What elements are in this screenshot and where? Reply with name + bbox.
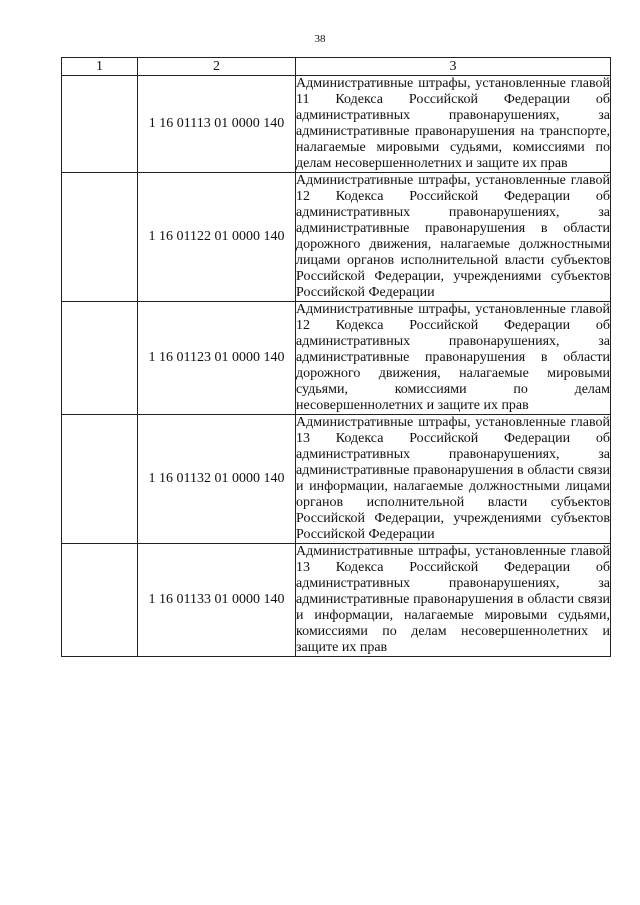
budget-code-cell: 1 16 01132 01 0000 140 <box>138 415 296 544</box>
column-header-2: 2 <box>138 58 296 76</box>
table-row <box>62 76 611 173</box>
row-index-cell <box>62 173 138 302</box>
table-header-row <box>62 58 611 76</box>
table-row <box>62 302 611 415</box>
row-index-cell <box>62 76 138 173</box>
budget-code-cell: 1 16 01113 01 0000 140 <box>138 76 296 173</box>
column-header-1: 1 <box>62 58 138 76</box>
budget-code-cell: 1 16 01122 01 0000 140 <box>138 173 296 302</box>
description-cell: Административные штрафы, установленные главой 11 Кодекса Российской Федерации об административных правонарушениях, за административные правонарушения на транспорте, налагаемые мировыми судьями, комиссиями по делам несовершеннолетних и защите их прав <box>296 76 610 171</box>
row-index-cell <box>62 415 138 544</box>
budget-code-cell: 1 16 01123 01 0000 140 <box>138 302 296 415</box>
row-index-cell <box>62 544 138 657</box>
description-cell: Административные штрафы, установленные главой 13 Кодекса Российской Федерации об административных правонарушениях, за административные правонарушения в области связи и информации, налагаемые мировыми судьями, комиссиями по делам несовершеннолетних и защите их прав <box>296 544 610 655</box>
table-row <box>62 415 611 544</box>
column-header-3: 3 <box>296 58 611 76</box>
table-row <box>62 173 611 302</box>
budget-codes-table <box>61 57 611 657</box>
description-cell: Административные штрафы, установленные главой 12 Кодекса Российской Федерации об административных правонарушениях, за административные правонарушения в области дорожного движения, налагаемые должностными лицами органов исполнительной власти субъектов Российской Федерации, учреждениями субъектов Российской Федерации <box>296 173 610 300</box>
row-index-cell <box>62 302 138 415</box>
budget-code-cell: 1 16 01133 01 0000 140 <box>138 544 296 657</box>
description-cell: Административные штрафы, установленные главой 12 Кодекса Российской Федерации об административных правонарушениях, за административные правонарушения в области дорожного движения, налагаемые мировыми судьями, комиссиями по делам несовершеннолетних и защите их прав <box>296 302 610 413</box>
description-cell: Административные штрафы, установленные главой 13 Кодекса Российской Федерации об административных правонарушениях, за административные правонарушения в области связи и информации, налагаемые должностными лицами органов исполнительной власти субъектов Российской Федерации, учреждениями субъектов Российской Федерации <box>296 415 610 542</box>
page-number: 38 <box>314 33 326 45</box>
table-row <box>62 544 611 657</box>
